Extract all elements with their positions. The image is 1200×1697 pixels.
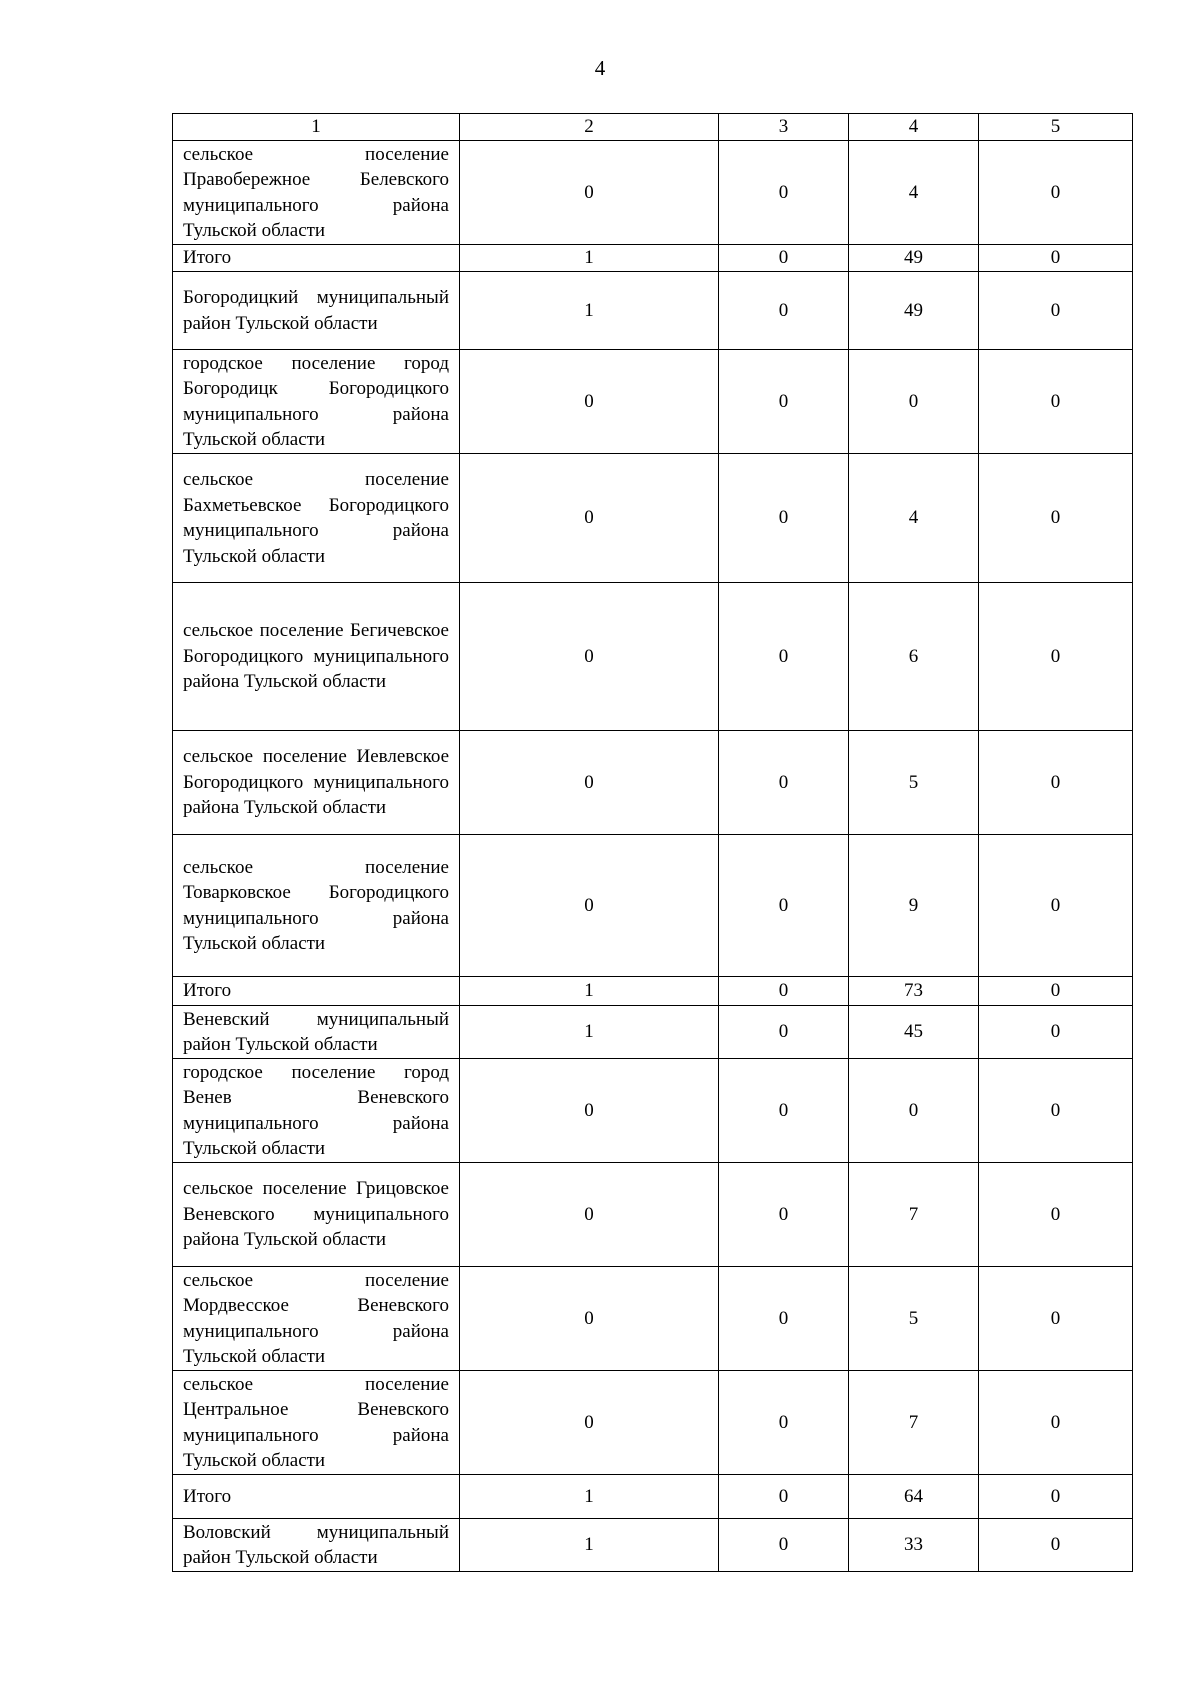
cell-col5: 0 (979, 272, 1133, 350)
cell-col4: 33 (849, 1519, 979, 1572)
cell-col4: 7 (849, 1371, 979, 1475)
cell-col2: 0 (460, 583, 719, 731)
cell-col4: 4 (849, 141, 979, 245)
cell-col5: 0 (979, 141, 1133, 245)
table-row (173, 1059, 1133, 1163)
municipality-name: сельское поселение Центральное Веневского муниципального района Тульской области (173, 1371, 460, 1475)
cell-col4: 6 (849, 583, 979, 731)
table-row (173, 731, 1133, 835)
table-row (173, 1006, 1133, 1059)
cell-col5: 0 (979, 245, 1133, 272)
cell-col4: 45 (849, 1006, 979, 1059)
cell-col2: 0 (460, 1059, 719, 1163)
cell-col4: 4 (849, 454, 979, 583)
cell-col3: 0 (719, 1519, 849, 1572)
municipality-name: сельское поселение Мордвесское Веневского муниципального района Тульской области (173, 1267, 460, 1371)
data-table (172, 113, 1133, 1572)
cell-col2: 0 (460, 141, 719, 245)
cell-col2: 1 (460, 1475, 719, 1519)
header-cell: 2 (460, 114, 719, 141)
municipality-name: сельское поселение Товарковское Богородицкого муниципального района Тульской области (173, 835, 460, 977)
cell-col5: 0 (979, 350, 1133, 454)
header-cell: 5 (979, 114, 1133, 141)
cell-col4: 5 (849, 1267, 979, 1371)
cell-col5: 0 (979, 1163, 1133, 1267)
cell-col3: 0 (719, 1371, 849, 1475)
table-row (173, 1163, 1133, 1267)
table-header-row (173, 114, 1133, 141)
municipality-name: сельское поселение Грицовское Веневского муниципального района Тульской области (173, 1163, 460, 1267)
table-row (173, 1519, 1133, 1572)
cell-col3: 0 (719, 1006, 849, 1059)
cell-col5: 0 (979, 731, 1133, 835)
cell-col3: 0 (719, 1163, 849, 1267)
municipality-name: сельское поселение Иевлевское Богородицкого муниципального района Тульской области (173, 731, 460, 835)
header-cell: 1 (173, 114, 460, 141)
municipality-name: сельское поселение Бахметьевское Богородицкого муниципального района Тульской области (173, 454, 460, 583)
cell-col2: 0 (460, 1371, 719, 1475)
cell-col3: 0 (719, 835, 849, 977)
cell-col3: 0 (719, 1267, 849, 1371)
municipality-name: сельское поселение Правобережное Белевского муниципального района Тульской области (173, 141, 460, 245)
municipality-name: Богородицкий муниципальный район Тульской области (173, 272, 460, 350)
cell-col2: 1 (460, 245, 719, 272)
table-row (173, 350, 1133, 454)
cell-col5: 0 (979, 1475, 1133, 1519)
municipality-name: городское поселение город Богородицк Богородицкого муниципального района Тульской области (173, 350, 460, 454)
cell-col3: 0 (719, 454, 849, 583)
cell-col2: 0 (460, 835, 719, 977)
table-row (173, 1475, 1133, 1519)
table-row (173, 245, 1133, 272)
cell-col5: 0 (979, 1059, 1133, 1163)
municipality-name: городское поселение город Венев Веневского муниципального района Тульской области (173, 1059, 460, 1163)
municipality-name: Воловский муниципальный район Тульской области (173, 1519, 460, 1572)
table-row (173, 835, 1133, 977)
cell-col2: 1 (460, 272, 719, 350)
cell-col3: 0 (719, 272, 849, 350)
cell-col3: 0 (719, 977, 849, 1006)
cell-col5: 0 (979, 583, 1133, 731)
municipality-name: Итого (173, 1475, 460, 1519)
municipality-name: сельское поселение Бегичевское Богородицкого муниципального района Тульской области (173, 583, 460, 731)
cell-col3: 0 (719, 1059, 849, 1163)
cell-col5: 0 (979, 1267, 1133, 1371)
cell-col3: 0 (719, 731, 849, 835)
cell-col2: 0 (460, 731, 719, 835)
municipality-name: Итого (173, 245, 460, 272)
cell-col2: 0 (460, 350, 719, 454)
cell-col3: 0 (719, 1475, 849, 1519)
cell-col2: 1 (460, 1006, 719, 1059)
municipality-name: Итого (173, 977, 460, 1006)
cell-col4: 64 (849, 1475, 979, 1519)
cell-col5: 0 (979, 835, 1133, 977)
cell-col5: 0 (979, 1006, 1133, 1059)
header-cell: 3 (719, 114, 849, 141)
table-row (173, 977, 1133, 1006)
cell-col4: 73 (849, 977, 979, 1006)
cell-col3: 0 (719, 583, 849, 731)
table-row (173, 1267, 1133, 1371)
cell-col3: 0 (719, 141, 849, 245)
cell-col4: 7 (849, 1163, 979, 1267)
cell-col5: 0 (979, 1519, 1133, 1572)
table-row (173, 272, 1133, 350)
table-row (173, 454, 1133, 583)
cell-col4: 0 (849, 350, 979, 454)
cell-col5: 0 (979, 454, 1133, 583)
cell-col2: 0 (460, 1163, 719, 1267)
cell-col4: 49 (849, 272, 979, 350)
cell-col5: 0 (979, 1371, 1133, 1475)
cell-col5: 0 (979, 977, 1133, 1006)
cell-col2: 0 (460, 454, 719, 583)
cell-col3: 0 (719, 245, 849, 272)
page-number: 4 (594, 56, 606, 80)
cell-col3: 0 (719, 350, 849, 454)
table-row (173, 141, 1133, 245)
table-row (173, 583, 1133, 731)
municipality-name: Веневский муниципальный район Тульской области (173, 1006, 460, 1059)
header-cell: 4 (849, 114, 979, 141)
cell-col2: 1 (460, 1519, 719, 1572)
cell-col2: 1 (460, 977, 719, 1006)
cell-col4: 9 (849, 835, 979, 977)
cell-col4: 5 (849, 731, 979, 835)
table-row (173, 1371, 1133, 1475)
cell-col4: 49 (849, 245, 979, 272)
cell-col4: 0 (849, 1059, 979, 1163)
cell-col2: 0 (460, 1267, 719, 1371)
